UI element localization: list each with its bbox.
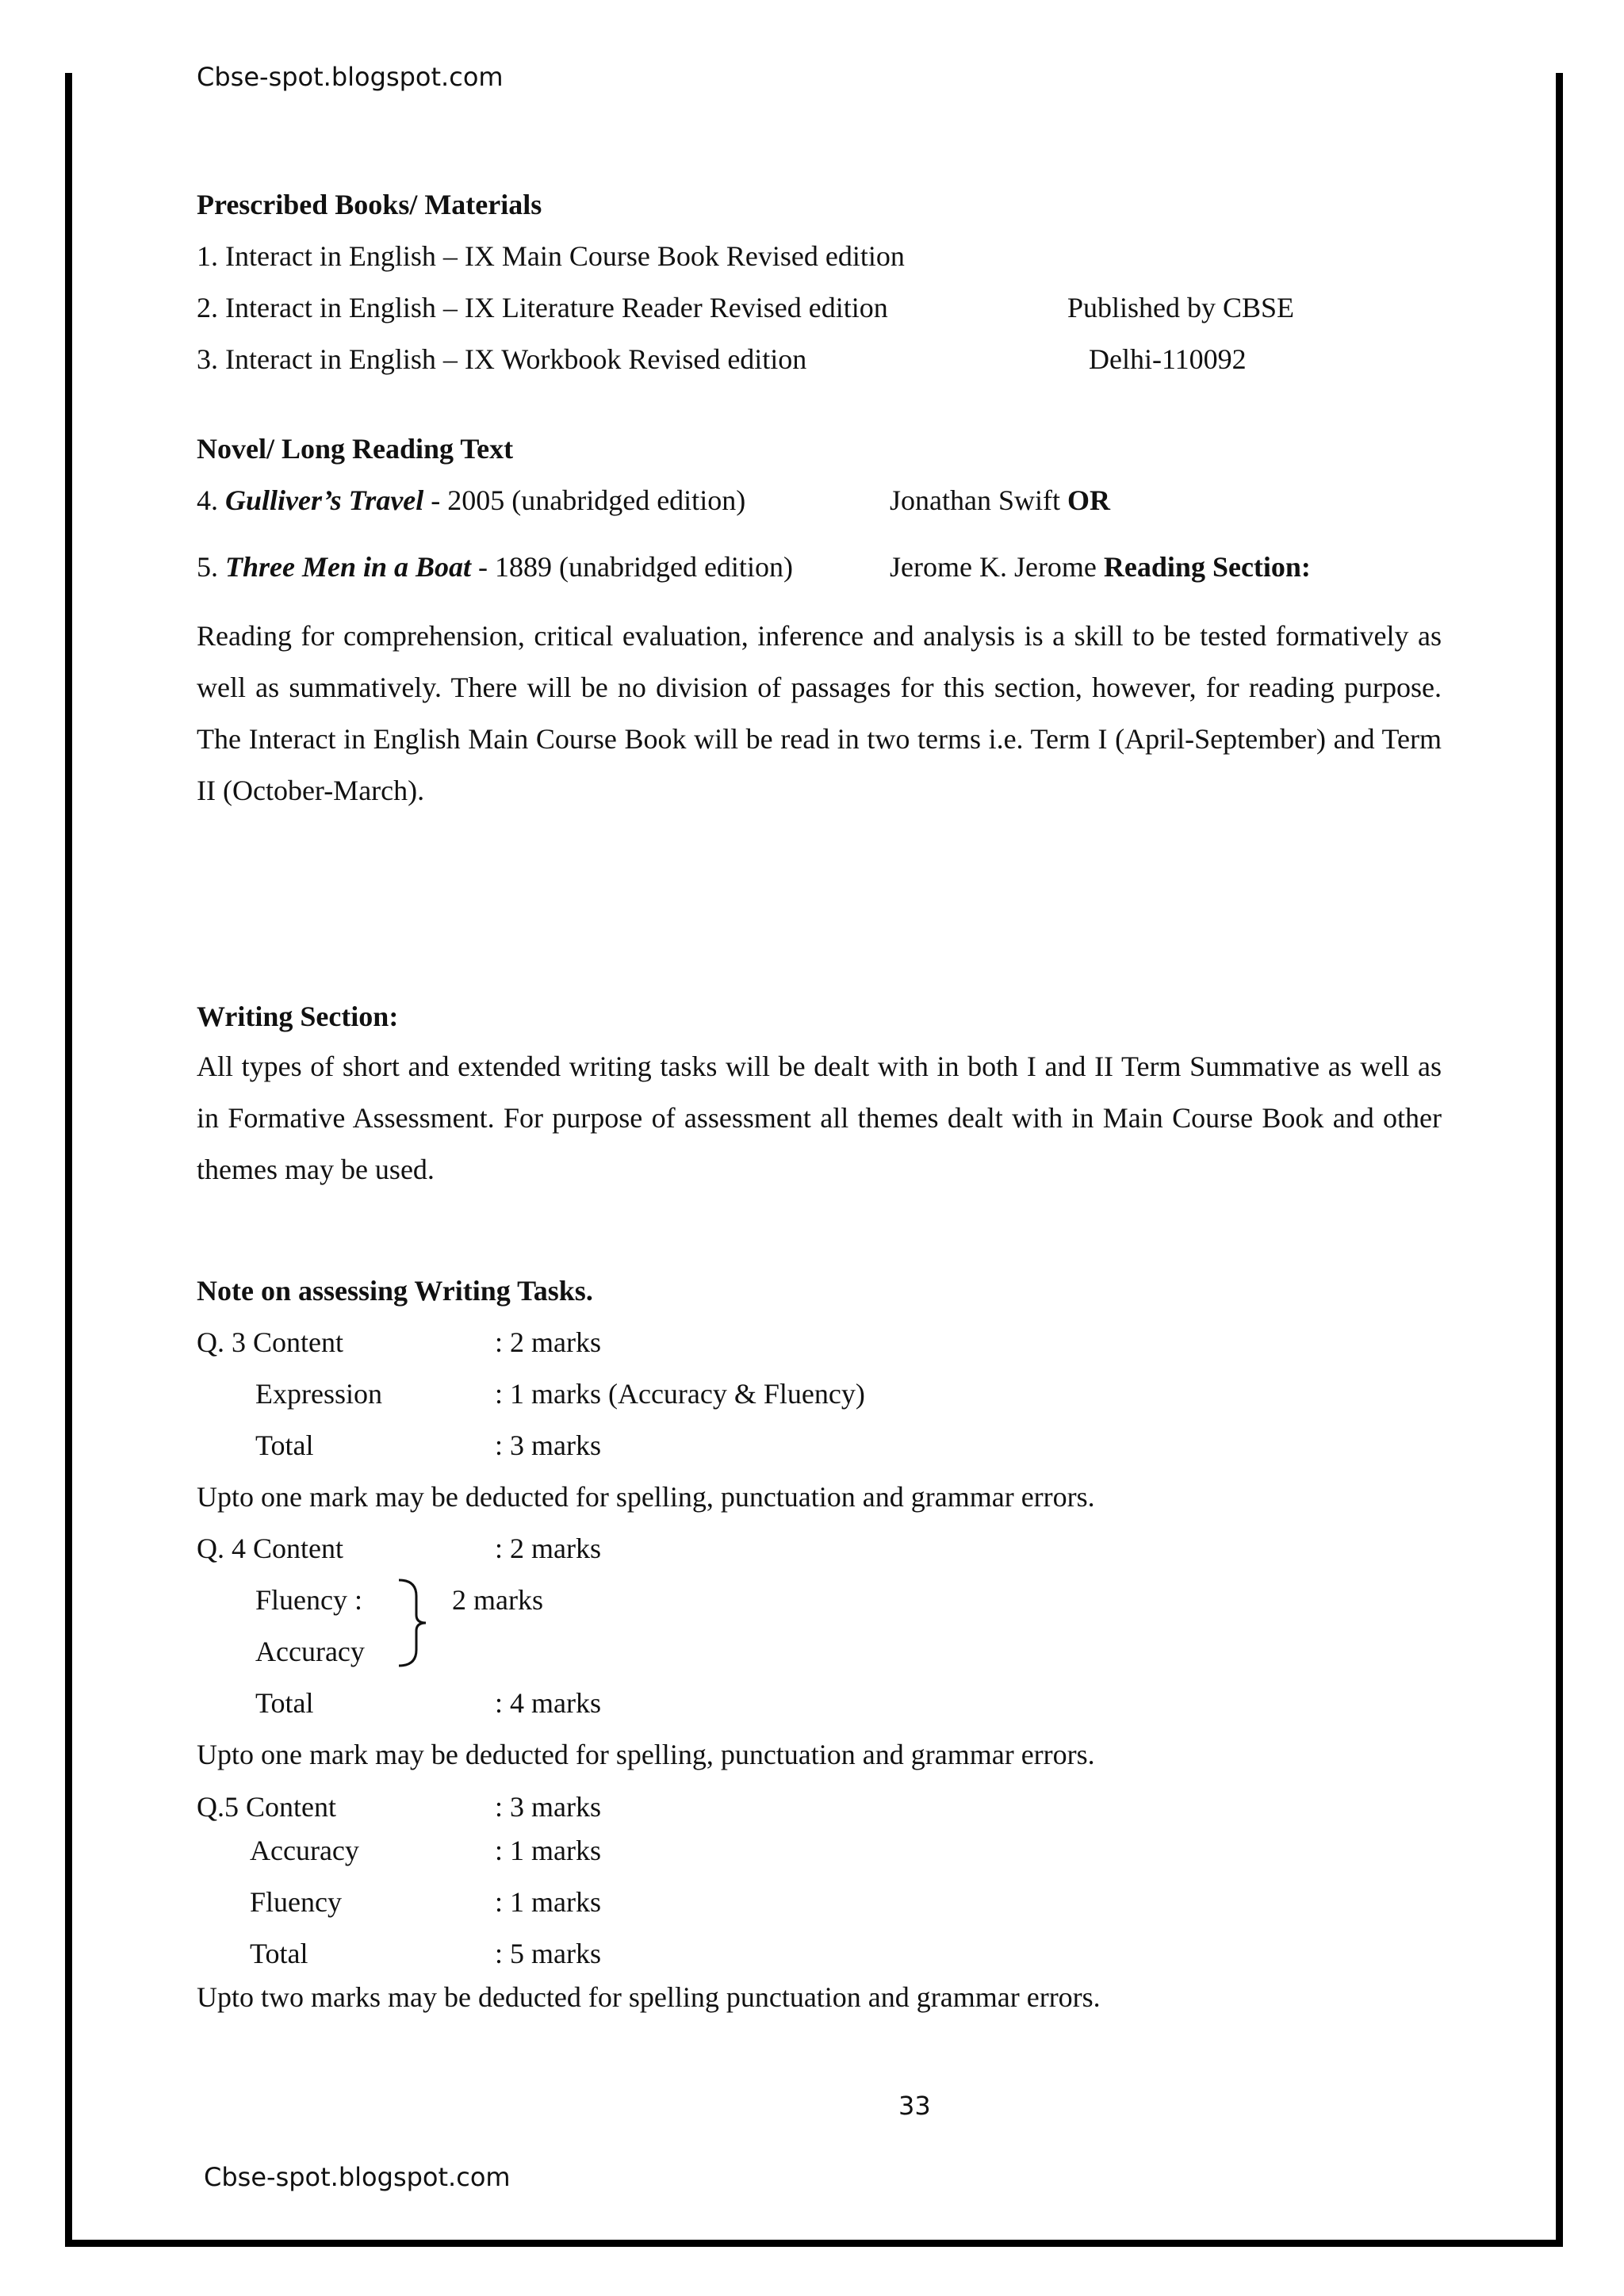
q5-accuracy-label: Accuracy [250,1835,359,1866]
novel-heading: Novel/ Long Reading Text [197,433,514,465]
q5-deduction: Upto two marks may be deducted for spelling punctuation and grammar errors. [197,1981,1101,2013]
novel-item-5-detail: - 1889 (unabridged edition) [471,551,793,583]
novel-or: OR [1067,484,1110,516]
q3-expression-value: : 1 marks (Accuracy & Fluency) [495,1378,865,1410]
novel-item-5-author-line [890,550,1311,584]
q5-fluency-value: : 1 marks [495,1886,601,1918]
writing-paragraph: All types of short and extended writing tasks will be dealt with in both I and II Term Summative as well as in Formative Assessment. For purpose of assessment all themes dealt with in Main Course Book and other themes may be used. [197,1050,1442,1185]
q5-total-label: Total [250,1938,308,1969]
header-site: Cbse-spot.blogspot.com [197,62,504,92]
prescribed-item-2: 2. Interact in English – IX Literature Reader Revised edition [197,292,888,323]
prescribed-item-3: 3. Interact in English – IX Workbook Revised edition [197,343,807,375]
curly-brace-icon [393,1574,432,1672]
novel-item-4-detail: - 2005 (unabridged edition) [423,484,746,516]
novel-item-4-author-line [890,484,1110,518]
q4-deduction: Upto one mark may be deducted for spelling, punctuation and grammar errors. [197,1739,1095,1770]
reading-paragraph: Reading for comprehension, critical evaluation, inference and analysis is a skill to be tested formatively as well as summatively. There will be no division of passages for this section, however, for reading purpose. The Interact in English Main Course Book will be read in two terms i.e. Term I (April-September) and Term II (October-March). [197,620,1442,806]
q3-expression-label: Expression [255,1378,382,1410]
q5-content-value: : 3 marks [495,1791,601,1823]
q3-content-label: Q. 3 Content [197,1326,343,1358]
q5-content-label: Q.5 Content [197,1791,336,1823]
novel-item-4-author: Jonathan Swift [890,484,1067,516]
page-border-left [65,73,72,2247]
q4-total-label: Total [255,1687,314,1719]
q3-total-label: Total [255,1429,314,1461]
page-border-right [1556,73,1563,2247]
q4-fluency-label: Fluency : [255,1584,362,1616]
q3-content-value: : 2 marks [495,1326,601,1358]
novel-item-5-number: 5. [197,551,225,583]
q5-fluency-label: Fluency [250,1886,342,1918]
q5-total-value: : 5 marks [495,1938,601,1969]
novel-item-5-title: Three Men in a Boat [225,551,472,583]
writing-heading: Writing Section: [197,1001,399,1032]
q3-deduction: Upto one mark may be deducted for spelling, punctuation and grammar errors. [197,1481,1095,1513]
novel-item-4-number: 4. [197,484,225,516]
prescribed-item-1: 1. Interact in English – IX Main Course Book Revised edition [197,240,905,272]
note-heading: Note on assessing Writing Tasks. [197,1275,593,1307]
footer-site: Cbse-spot.blogspot.com [204,2162,511,2192]
q4-content-value: : 2 marks [495,1533,601,1564]
q4-accuracy-label: Accuracy [255,1636,365,1667]
q4-content-label: Q. 4 Content [197,1533,343,1564]
page-border-bottom [65,2240,1563,2247]
q5-accuracy-value: : 1 marks [495,1835,601,1866]
q3-total-value: : 3 marks [495,1429,601,1461]
q4-combined-value: 2 marks [452,1584,543,1616]
publisher: Published by CBSE [1067,292,1295,323]
page-number: 33 [898,2091,931,2121]
q4-total-value: : 4 marks [495,1687,601,1719]
prescribed-heading: Prescribed Books/ Materials [197,189,542,220]
novel-item-4 [197,484,745,518]
publisher-address: Delhi-110092 [1089,343,1247,375]
novel-item-5 [197,550,793,584]
reading-section-heading: Reading Section: [1103,551,1311,583]
novel-item-5-author: Jerome K. Jerome [890,551,1104,583]
novel-item-4-title: Gulliver’s Travel [225,484,424,516]
